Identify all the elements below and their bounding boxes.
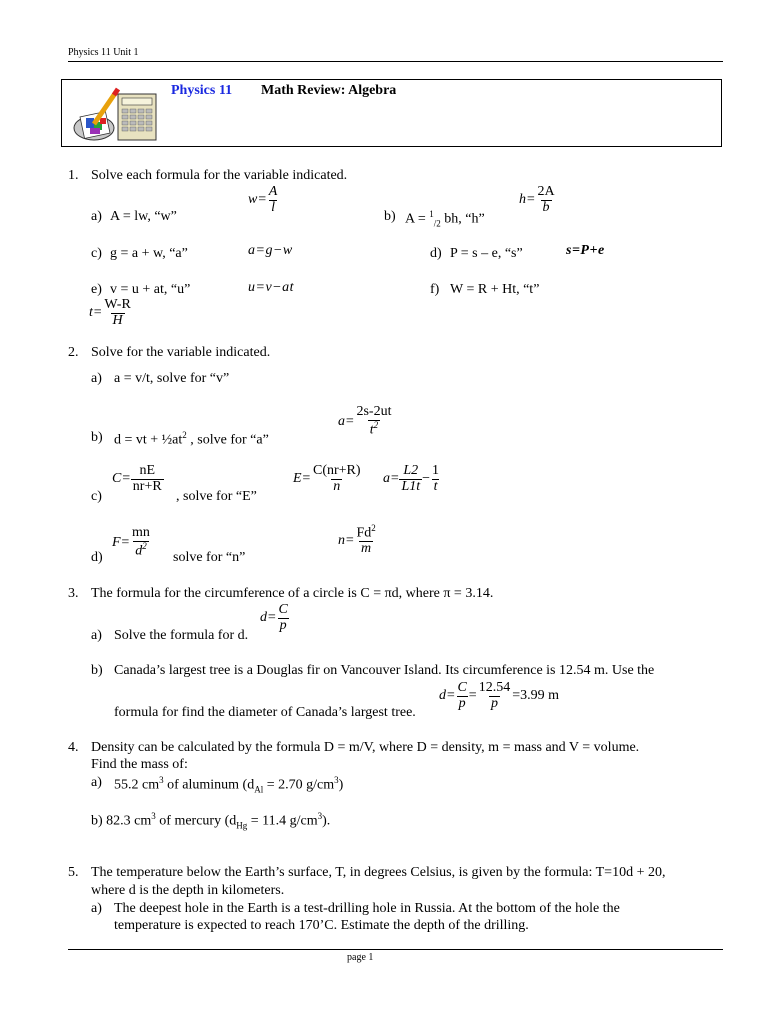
q2c-answer-a-num: L2 — [403, 463, 419, 478]
q2d-den-base: d — [135, 543, 143, 559]
q4a-sup: 3 — [159, 775, 164, 785]
q1b-answer-num: 2A — [537, 184, 555, 199]
q2c-answer-e-lhs: E= — [293, 471, 311, 487]
q2b-text-post: , solve for “a” — [186, 432, 269, 448]
q1e-text: v = u + at, “u” — [110, 282, 191, 297]
q2d-answer-num-sup: 2 — [371, 523, 376, 533]
q3b-line1: Canada’s largest tree is a Douglas fir on Vancouver Island. Its circumference is 12.54 m. Use the — [114, 663, 655, 678]
q4b-text — [91, 811, 330, 830]
q3b-answer — [439, 681, 559, 711]
q2c-answer-e — [293, 464, 363, 494]
q2b-answer-lhs: a= — [338, 413, 355, 429]
q2d-answer-num-base: Fd — [356, 525, 372, 541]
q2b-label: b) — [91, 430, 103, 445]
q2d-text: solve for “n” — [173, 550, 246, 565]
q2c-answer-a-minus: − — [422, 471, 431, 487]
title-box — [61, 79, 722, 147]
q1b-label: b) — [384, 209, 396, 224]
q3b-line2: formula for find the diameter of Canada’s largest tree. — [114, 705, 416, 720]
q4a-label: a) — [91, 775, 102, 790]
q2d-answer-den: m — [361, 541, 372, 557]
q2d-den-sup: 2 — [142, 540, 147, 551]
q3b-label: b) — [91, 663, 103, 678]
q1d-answer: s=P+e — [566, 243, 605, 258]
q2c-lhs: C= — [112, 471, 131, 487]
q5a-line1: The deepest hole in the Earth is a test-drilling hole in Russia. At the bottom of the hole the — [114, 901, 620, 916]
footer-rule — [68, 949, 723, 950]
q2b-text-sup: 2 — [182, 430, 187, 440]
q1a-answer — [248, 185, 279, 215]
q2b-answer-num: 2s-2ut — [356, 404, 392, 419]
q1b-half-num: 1 — [429, 209, 434, 219]
q1f-text: W = R + Ht, “t” — [450, 282, 540, 297]
q1e-answer: u=v−at — [248, 280, 294, 291]
q3-number: 3. — [68, 586, 79, 601]
q3a-answer-lhs: d= — [260, 610, 277, 626]
q2c-answer-a-num2: 1 — [432, 463, 440, 478]
q2c-text: , solve for “E” — [176, 489, 257, 504]
q2d-answer-lhs: n= — [338, 532, 355, 548]
q4a-sub: Al — [254, 784, 264, 795]
q2d-label: d) — [91, 550, 103, 565]
page-number: page 1 — [347, 952, 374, 963]
q1b-answer-lhs: h= — [519, 192, 536, 208]
q1c-answer: a=g−w — [248, 243, 293, 258]
q1f-answer-num: W-R — [104, 297, 131, 312]
q4a-post: = 2.70 g/cm — [263, 777, 335, 793]
q3b-answer-eq: = — [468, 688, 477, 704]
q1a-answer-num: A — [268, 184, 278, 199]
q2c-num: nE — [139, 463, 156, 478]
q3a-answer-den: p — [279, 617, 287, 633]
q1a-text: A = lw, “w” — [110, 209, 177, 224]
topic-title: Math Review: Algebra — [261, 83, 397, 98]
q1b-text-post: bh, “h” — [440, 211, 485, 227]
q4b-label: b) — [91, 813, 103, 829]
q4a-mid: of aluminum (d — [163, 777, 255, 793]
q2b-text — [114, 430, 269, 449]
q1a-answer-lhs: w= — [248, 192, 267, 208]
q4b-sub: Hg — [236, 820, 248, 831]
q1c-text: g = a + w, “a” — [110, 246, 188, 261]
q2c-den: nr+R — [132, 478, 162, 494]
q3b-answer-num1: C — [457, 680, 467, 695]
q1d-label: d) — [430, 246, 442, 261]
running-header: Physics 11 Unit 1 — [68, 47, 139, 58]
q3a-answer-num: C — [278, 602, 288, 617]
q4b-pre: 82.3 cm — [106, 813, 152, 829]
q1-stem: Solve each formula for the variable indicated. — [91, 168, 348, 183]
q1b-text-pre: A = — [405, 211, 430, 227]
course-title: Physics 11 — [171, 83, 233, 98]
q3b-answer-den1: p — [458, 695, 466, 711]
q5-line1: The temperature below the Earth’s surface, T, in degrees Celsius, is given by the formula: T=10d + 20, — [91, 865, 666, 880]
q2d-answer-num — [354, 524, 377, 541]
q2b-answer-den — [368, 420, 380, 438]
q4b-post: = 11.4 g/cm — [247, 813, 318, 829]
q2c-answer-e-num: C(nr+R) — [313, 463, 361, 478]
header-rule — [68, 61, 723, 62]
q2-number: 2. — [68, 345, 79, 360]
q3b-answer-num2: 12.54 — [478, 680, 511, 695]
q4a-text — [114, 775, 343, 794]
q3a-text: Solve the formula for d. — [114, 628, 249, 643]
calculator-pencil-clipart-icon — [72, 84, 162, 146]
q2c-answer-a — [383, 464, 441, 494]
q2d-den — [133, 541, 149, 559]
q4-line1: Density can be calculated by the formula D = m/V, where D = density, m = mass and V = volume. — [91, 740, 640, 755]
q2d-lhs: F= — [112, 534, 130, 550]
q4-number: 4. — [68, 740, 79, 755]
q1e-label: e) — [91, 282, 102, 297]
q5a-line2: temperature is expected to reach 170’C. Estimate the depth of the drilling. — [114, 918, 529, 933]
q2c-answer-a-den2: t — [433, 478, 438, 494]
q2b-text-pre: d = vt + ½at — [114, 432, 183, 448]
q4a-end: ) — [338, 777, 344, 793]
q3a-answer — [260, 603, 290, 633]
q2d-answer — [338, 524, 378, 557]
q1f-answer-lhs: t= — [89, 305, 103, 321]
q4b-sup2: 3 — [317, 811, 323, 821]
q4b-end: ). — [322, 813, 331, 829]
q3b-answer-den2: p — [490, 695, 498, 711]
q5a-label: a) — [91, 901, 102, 916]
q2-stem: Solve for the variable indicated. — [91, 345, 271, 360]
q1b-answer — [519, 185, 557, 215]
q1a-label: a) — [91, 209, 102, 224]
q2d-formula — [112, 526, 152, 559]
q4a-pre: 55.2 cm — [114, 777, 160, 793]
q2c-label: c) — [91, 489, 102, 504]
q2b-answer — [338, 405, 393, 438]
q2d-num: mn — [132, 525, 150, 540]
q1-number: 1. — [68, 168, 79, 183]
q3b-answer-result: =3.99 m — [512, 688, 559, 704]
q1b-text — [405, 209, 485, 228]
q1a-answer-den: l — [271, 199, 276, 215]
q2b-answer-den-sup: 2 — [373, 419, 379, 430]
q4b-mid: of mercury (d — [155, 813, 237, 829]
q1f-label: f) — [430, 282, 440, 297]
q3-stem: The formula for the circumference of a circle is C = πd, where π = 3.14. — [91, 586, 494, 601]
q3a-label: a) — [91, 628, 102, 643]
q2c-answer-a-lhs: a= — [383, 471, 400, 487]
q2b-answer-den-base: t — [369, 422, 374, 438]
q1f-answer-den: H — [112, 312, 123, 328]
q1b-answer-den: b — [542, 199, 550, 215]
q4b-sup: 3 — [151, 811, 156, 821]
q1b-half-den: /2 — [433, 218, 441, 229]
q1c-label: c) — [91, 246, 102, 261]
q5-number: 5. — [68, 865, 79, 880]
q1d-text: P = s – e, “s” — [450, 246, 523, 261]
q5-line2: where d is the depth in kilometers. — [91, 883, 285, 898]
q2a-label: a) — [91, 371, 102, 386]
q2c-formula — [112, 464, 164, 494]
q2c-answer-a-den: L1t — [401, 478, 421, 494]
q4-line2: Find the mass of: — [91, 757, 188, 772]
q2c-answer-e-den: n — [333, 478, 341, 494]
q3b-answer-lhs: d= — [439, 688, 456, 704]
q4a-sup2: 3 — [334, 775, 339, 785]
q2a-text: a = v/t, solve for “v” — [114, 371, 230, 386]
q1f-answer — [89, 298, 133, 328]
